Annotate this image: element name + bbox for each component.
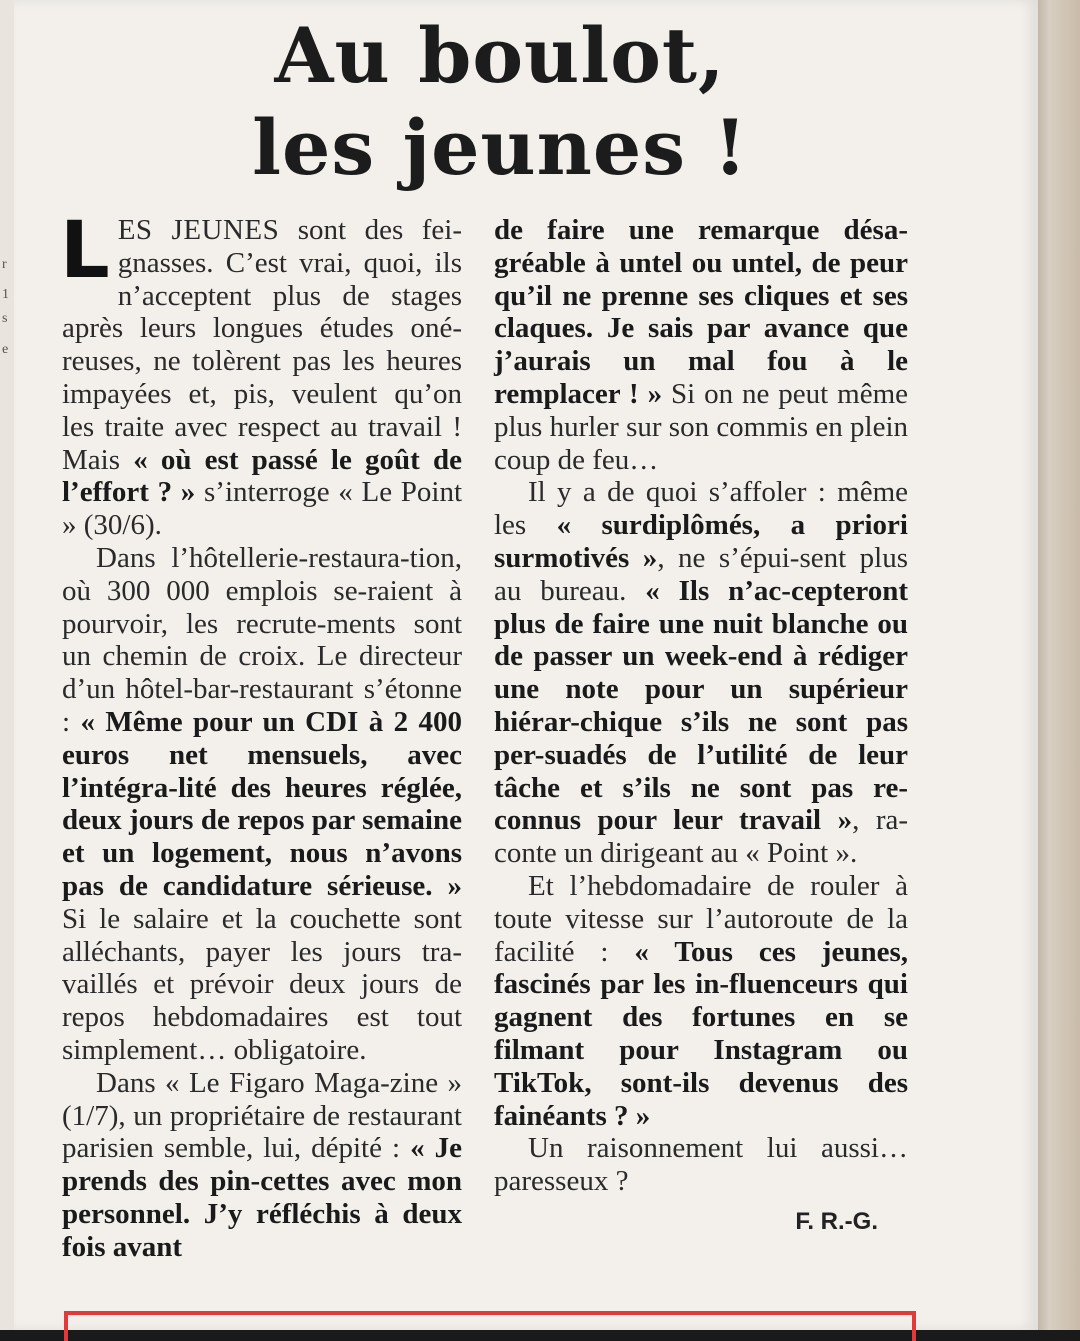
article-paragraph: Dans l’hôtellerie-restaura-tion, où 300 000 emplois se-raient à pourvoir, les recrute-ments sont un chemin de croix. Le directeur d’un hôtel-bar-restaurant s’étonne : « Même pour un CDI à 2 400 euros net mensuels, avec l’intégra-lité des heures réglée, deux jours de repos par semaine et un logement, nous n’avons pas de candidature sérieuse. » Si le salaire et la couchette sont alléchants, payer les jours tra-vaillés et prévoir deux jours de repos hebdomadaires est tout simplement… obligatoire. bbox=[62, 541, 462, 1066]
article-paragraph: de faire une remarque désa-gréable à untel ou untel, de peur qu’il ne prenne ses cliques et ses claques. Je sais par avance que j’aurais un mal fou à le remplacer ! » Si on ne peut même plus hurler sur son commis en plein coup de feu… bbox=[494, 214, 909, 476]
author-signature: F. R.-G. bbox=[795, 1207, 878, 1235]
adjacent-page-edge: r 1 s e bbox=[0, 0, 15, 1330]
title-line-2: les jeunes ! bbox=[252, 103, 748, 192]
background-surface bbox=[1036, 0, 1080, 1330]
article-paragraph: Et l’hebdomadaire de rouler à toute vitesse sur l’autoroute de la facilité : « Tous ces jeunes, fascinés par les in-fluenceurs qui gagnent des fortunes en se filmant pour Instagram ou TikTok, sont-ils devenus des fainéants ? » bbox=[494, 869, 908, 1132]
article-column-left bbox=[60, 206, 463, 1264]
drop-cap: L bbox=[60, 206, 110, 296]
article-paragraph: Dans « Le Figaro Maga-zine » (1/7), un propriétaire de restaurant parisien semble, lui, dépité : « Je prends des pin-cettes avec mon personnel. J’y réfléchis à deux fois avant bbox=[62, 1066, 462, 1263]
article-paragraph: Un raisonnement lui aussi… paresseux ? bbox=[494, 1132, 908, 1198]
article-paragraph: Il y a de quoi s’affoler : même les « surdiplômés, a priori surmotivés », ne s’épui-sent plus au bureau. « Ils n’ac-cepteront plus de faire une nuit blanche ou de passer un week-end à rédiger une note pour un supérieur hiérar-chique s’ils ne sont pas per-suadés de l’utilité de leur tâche et s’ils ne sont pas re-connus pour leur travail », ra-conte un dirigeant au « Point ». bbox=[494, 476, 909, 870]
article-title bbox=[150, 10, 850, 194]
title-line-1: Au boulot, bbox=[274, 11, 726, 100]
article-paragraph: LES JEUNES sont des fei-gnasses. C’est vrai, quoi, ils n’acceptent plus de stages après leurs longues études oné-reuses, ne tolèrent pas les heures impayées et, pis, veulent qu’on les traite avec respect au travail ! Mais « où est passé le goût de l’effort ? » s’interroge « Le Point » (30/6). bbox=[60, 206, 463, 542]
next-article-frame bbox=[64, 1311, 916, 1341]
article-column-right bbox=[494, 214, 908, 1239]
